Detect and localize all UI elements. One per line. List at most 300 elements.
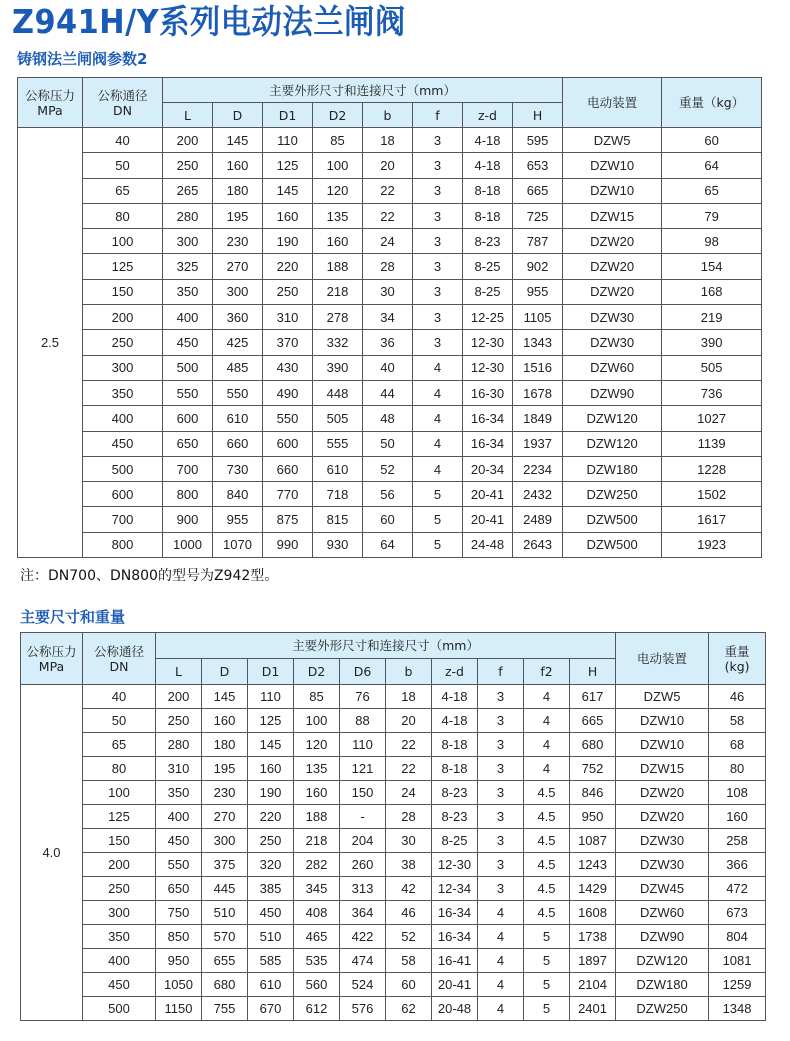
table-cell: 2432 bbox=[513, 482, 563, 507]
table-cell: 2489 bbox=[513, 507, 563, 532]
table-row bbox=[21, 853, 766, 877]
table-cell: 4.5 bbox=[524, 877, 570, 901]
table-cell: 278 bbox=[313, 305, 363, 330]
header-col-h: H bbox=[570, 659, 616, 685]
table-cell: DZW60 bbox=[563, 355, 662, 380]
table-cell: 8-25 bbox=[463, 254, 513, 279]
table-cell: 1150 bbox=[156, 997, 202, 1021]
header-dims: 主要外形尺寸和连接尺寸（mm） bbox=[156, 633, 616, 659]
table-cell: 366 bbox=[709, 853, 766, 877]
table-cell: 5 bbox=[413, 532, 463, 557]
table-cell: 18 bbox=[363, 128, 413, 153]
table-cell: 448 bbox=[313, 380, 363, 405]
table-cell: 60 bbox=[363, 507, 413, 532]
table-cell: 4-18 bbox=[463, 128, 513, 153]
table-cell: 2104 bbox=[570, 973, 616, 997]
header-col-d: D bbox=[213, 103, 263, 128]
table-cell: 8-23 bbox=[463, 229, 513, 254]
table-cell: 3 bbox=[478, 709, 524, 733]
table-cell: 1259 bbox=[709, 973, 766, 997]
table-cell: DZW30 bbox=[616, 853, 709, 877]
table-cell: 725 bbox=[513, 203, 563, 228]
header-col-f2: f2 bbox=[524, 659, 570, 685]
table-cell: 190 bbox=[263, 229, 313, 254]
table-cell: 900 bbox=[163, 507, 213, 532]
table-cell: 125 bbox=[263, 153, 313, 178]
table-row bbox=[18, 380, 762, 405]
table-cell: 3 bbox=[478, 805, 524, 829]
table-cell: DZW180 bbox=[563, 456, 662, 481]
table-cell: 56 bbox=[363, 482, 413, 507]
table-cell: 1937 bbox=[513, 431, 563, 456]
table-cell: 20-41 bbox=[463, 507, 513, 532]
table-cell: 230 bbox=[202, 781, 248, 805]
header-col-f: f bbox=[478, 659, 524, 685]
table-cell: 34 bbox=[363, 305, 413, 330]
table-cell: 955 bbox=[513, 279, 563, 304]
table-cell: 20 bbox=[386, 709, 432, 733]
table-cell: 40 bbox=[363, 355, 413, 380]
table-cell: 610 bbox=[213, 406, 263, 431]
table-cell: 204 bbox=[340, 829, 386, 853]
table-cell: 100 bbox=[83, 781, 156, 805]
table-cell: 3 bbox=[478, 733, 524, 757]
table-cell: 650 bbox=[163, 431, 213, 456]
header-col-d: D bbox=[202, 659, 248, 685]
table-cell: 40 bbox=[83, 128, 163, 153]
table-cell: 653 bbox=[513, 153, 563, 178]
table-cell: 282 bbox=[294, 853, 340, 877]
table-cell: 24-48 bbox=[463, 532, 513, 557]
table-cell: DZW20 bbox=[563, 279, 662, 304]
table-cell: 62 bbox=[386, 997, 432, 1021]
table-cell: 4.5 bbox=[524, 805, 570, 829]
table-cell: 80 bbox=[83, 203, 163, 228]
table-row bbox=[21, 925, 766, 949]
table-cell: 1608 bbox=[570, 901, 616, 925]
header-col-z-d: z-d bbox=[463, 103, 513, 128]
table-cell: 2401 bbox=[570, 997, 616, 1021]
table-row bbox=[18, 330, 762, 355]
table-cell: 585 bbox=[248, 949, 294, 973]
table-cell: 46 bbox=[709, 685, 766, 709]
table-cell: 370 bbox=[263, 330, 313, 355]
table-cell: 3 bbox=[413, 153, 463, 178]
table-cell: 200 bbox=[83, 853, 156, 877]
table-cell: 100 bbox=[294, 709, 340, 733]
table-cell: 430 bbox=[263, 355, 313, 380]
table-cell: 5 bbox=[524, 973, 570, 997]
table-cell: 465 bbox=[294, 925, 340, 949]
table-cell: 65 bbox=[83, 178, 163, 203]
table-cell: 680 bbox=[570, 733, 616, 757]
table-cell: 360 bbox=[213, 305, 263, 330]
table-row bbox=[18, 431, 762, 456]
table-cell: 44 bbox=[363, 380, 413, 405]
table-cell: 1081 bbox=[709, 949, 766, 973]
header-col-d2: D2 bbox=[313, 103, 363, 128]
table-cell: DZW120 bbox=[563, 406, 662, 431]
table-cell: 450 bbox=[156, 829, 202, 853]
table-cell: 1105 bbox=[513, 305, 563, 330]
table-cell: 280 bbox=[163, 203, 213, 228]
table-cell: 485 bbox=[213, 355, 263, 380]
table-cell: 20-41 bbox=[463, 482, 513, 507]
table-cell: 180 bbox=[202, 733, 248, 757]
table-cell: 815 bbox=[313, 507, 363, 532]
table-cell: 4 bbox=[413, 406, 463, 431]
table-cell: 3 bbox=[413, 254, 463, 279]
table-cell: 120 bbox=[294, 733, 340, 757]
table-cell: 846 bbox=[570, 781, 616, 805]
table-cell: 280 bbox=[156, 733, 202, 757]
table-cell: 1000 bbox=[163, 532, 213, 557]
table-cell: 425 bbox=[213, 330, 263, 355]
table-cell: 8-18 bbox=[432, 757, 478, 781]
header-actuator: 电动装置 bbox=[616, 633, 709, 685]
table-cell: 1087 bbox=[570, 829, 616, 853]
table-cell: 950 bbox=[570, 805, 616, 829]
table-cell: 250 bbox=[83, 330, 163, 355]
table-cell: 36 bbox=[363, 330, 413, 355]
table-cell: 408 bbox=[294, 901, 340, 925]
table-row bbox=[18, 203, 762, 228]
table-cell: 655 bbox=[202, 949, 248, 973]
table-cell: 121 bbox=[340, 757, 386, 781]
table-cell: 350 bbox=[83, 380, 163, 405]
table-cell: 3 bbox=[413, 178, 463, 203]
table-cell: 4.5 bbox=[524, 829, 570, 853]
table-cell: DZW20 bbox=[616, 781, 709, 805]
table-cell: 24 bbox=[363, 229, 413, 254]
table-cell: DZW20 bbox=[563, 229, 662, 254]
table-cell: 120 bbox=[313, 178, 363, 203]
table-cell: 85 bbox=[313, 128, 363, 153]
table-cell: 180 bbox=[213, 178, 263, 203]
table-cell: 673 bbox=[709, 901, 766, 925]
table-cell: 200 bbox=[156, 685, 202, 709]
table-cell: 555 bbox=[313, 431, 363, 456]
table-cell: 718 bbox=[313, 482, 363, 507]
table-cell: 8-23 bbox=[432, 781, 478, 805]
table-cell: 40 bbox=[83, 685, 156, 709]
table-row bbox=[18, 507, 762, 532]
table-cell: 300 bbox=[213, 279, 263, 304]
table-cell: 310 bbox=[156, 757, 202, 781]
table-cell: 332 bbox=[313, 330, 363, 355]
table-cell: 8-25 bbox=[463, 279, 513, 304]
table-cell: 145 bbox=[263, 178, 313, 203]
table-cell: 190 bbox=[248, 781, 294, 805]
table-cell: 400 bbox=[163, 305, 213, 330]
table-cell: 755 bbox=[202, 997, 248, 1021]
table-cell: 125 bbox=[248, 709, 294, 733]
table-cell: 4-18 bbox=[432, 709, 478, 733]
table-cell: 22 bbox=[386, 757, 432, 781]
table-row bbox=[18, 128, 762, 153]
table-cell: 219 bbox=[662, 305, 762, 330]
table-cell: 220 bbox=[263, 254, 313, 279]
table-cell: 265 bbox=[163, 178, 213, 203]
table-cell: 250 bbox=[163, 153, 213, 178]
table-cell: - bbox=[340, 805, 386, 829]
dimensions-weight-table bbox=[20, 632, 766, 1021]
table-cell: 445 bbox=[202, 877, 248, 901]
table-cell: 1678 bbox=[513, 380, 563, 405]
table-cell: 300 bbox=[202, 829, 248, 853]
table-cell: 3 bbox=[478, 829, 524, 853]
table-cell: 490 bbox=[263, 380, 313, 405]
table-cell: 52 bbox=[363, 456, 413, 481]
table-cell: 752 bbox=[570, 757, 616, 781]
table-cell: 22 bbox=[386, 733, 432, 757]
table-cell: 30 bbox=[363, 279, 413, 304]
table-cell: 524 bbox=[340, 973, 386, 997]
table-cell: 195 bbox=[202, 757, 248, 781]
header-col-l: L bbox=[163, 103, 213, 128]
table-row bbox=[21, 685, 766, 709]
table-cell: 250 bbox=[156, 709, 202, 733]
table-cell: 670 bbox=[248, 997, 294, 1021]
table-cell: 3 bbox=[413, 279, 463, 304]
table-cell: 250 bbox=[248, 829, 294, 853]
table-cell: 3 bbox=[478, 853, 524, 877]
table-cell: 50 bbox=[83, 709, 156, 733]
table-cell: 535 bbox=[294, 949, 340, 973]
table-cell: 902 bbox=[513, 254, 563, 279]
table-cell: 400 bbox=[83, 406, 163, 431]
header-col-d1: D1 bbox=[263, 103, 313, 128]
table-cell: 52 bbox=[386, 925, 432, 949]
table-cell: 145 bbox=[213, 128, 263, 153]
table-cell: 258 bbox=[709, 829, 766, 853]
table-cell: 154 bbox=[662, 254, 762, 279]
table-cell: 5 bbox=[524, 997, 570, 1021]
table-cell: 125 bbox=[83, 254, 163, 279]
table-cell: 98 bbox=[662, 229, 762, 254]
table-cell: DZW180 bbox=[616, 973, 709, 997]
table-row bbox=[18, 482, 762, 507]
table-cell: 345 bbox=[294, 877, 340, 901]
table-cell: 850 bbox=[156, 925, 202, 949]
table-cell: 200 bbox=[163, 128, 213, 153]
table-row bbox=[21, 781, 766, 805]
table-cell: 108 bbox=[709, 781, 766, 805]
table-cell: 4 bbox=[524, 757, 570, 781]
table-cell: 145 bbox=[248, 733, 294, 757]
table-cell: 612 bbox=[294, 997, 340, 1021]
table-cell: 4.5 bbox=[524, 901, 570, 925]
header-weight: 重量 (kg) bbox=[709, 633, 766, 685]
table-cell: DZW10 bbox=[563, 178, 662, 203]
table-cell: 3 bbox=[478, 781, 524, 805]
table-cell: 58 bbox=[386, 949, 432, 973]
table-cell: DZW20 bbox=[616, 805, 709, 829]
table-cell: 595 bbox=[513, 128, 563, 153]
table-cell: 100 bbox=[313, 153, 363, 178]
table-cell: 28 bbox=[386, 805, 432, 829]
table-cell: 500 bbox=[163, 355, 213, 380]
table-cell: 8-18 bbox=[432, 733, 478, 757]
table-cell: 160 bbox=[263, 203, 313, 228]
table-row bbox=[21, 901, 766, 925]
table-cell: 5 bbox=[413, 482, 463, 507]
cast-steel-params-table bbox=[17, 77, 762, 558]
table-cell: 787 bbox=[513, 229, 563, 254]
table-cell: 8-25 bbox=[432, 829, 478, 853]
table-cell: 3 bbox=[413, 128, 463, 153]
table-cell: 450 bbox=[83, 431, 163, 456]
table-cell: 20-41 bbox=[432, 973, 478, 997]
table-cell: 110 bbox=[340, 733, 386, 757]
table-row bbox=[18, 355, 762, 380]
table-cell: 950 bbox=[156, 949, 202, 973]
table-cell: 60 bbox=[386, 973, 432, 997]
table-cell: 4-18 bbox=[432, 685, 478, 709]
table-cell: 550 bbox=[213, 380, 263, 405]
table-cell: 1243 bbox=[570, 853, 616, 877]
table-cell: 1738 bbox=[570, 925, 616, 949]
table-cell: 300 bbox=[163, 229, 213, 254]
table-cell: 68 bbox=[709, 733, 766, 757]
table-cell: 1429 bbox=[570, 877, 616, 901]
table-cell: DZW20 bbox=[563, 254, 662, 279]
table-cell: 610 bbox=[313, 456, 363, 481]
table-cell: 300 bbox=[83, 355, 163, 380]
table-cell: 80 bbox=[709, 757, 766, 781]
table-cell: 660 bbox=[263, 456, 313, 481]
table-cell: 4.5 bbox=[524, 781, 570, 805]
table-cell: 20-48 bbox=[432, 997, 478, 1021]
table-cell: 875 bbox=[263, 507, 313, 532]
table-cell: 1050 bbox=[156, 973, 202, 997]
table-cell: 65 bbox=[662, 178, 762, 203]
table-cell: 125 bbox=[83, 805, 156, 829]
table-cell: DZW5 bbox=[616, 685, 709, 709]
table-cell: 250 bbox=[263, 279, 313, 304]
table-cell: 16-30 bbox=[463, 380, 513, 405]
table-cell: 135 bbox=[294, 757, 340, 781]
table-cell: DZW5 bbox=[563, 128, 662, 153]
table-cell: 160 bbox=[709, 805, 766, 829]
table-cell: 160 bbox=[248, 757, 294, 781]
table-cell: 79 bbox=[662, 203, 762, 228]
header-dn: 公称通径 DN bbox=[83, 78, 163, 128]
table-cell: 270 bbox=[202, 805, 248, 829]
table-cell: 5 bbox=[413, 507, 463, 532]
pressure-value: 4.0 bbox=[21, 685, 83, 1021]
table-row bbox=[18, 153, 762, 178]
table-cell: 1139 bbox=[662, 431, 762, 456]
table-row bbox=[21, 973, 766, 997]
table-cell: 350 bbox=[163, 279, 213, 304]
table-cell: DZW250 bbox=[616, 997, 709, 1021]
table-cell: 600 bbox=[263, 431, 313, 456]
table-cell: 955 bbox=[213, 507, 263, 532]
table-cell: 218 bbox=[294, 829, 340, 853]
table-cell: 472 bbox=[709, 877, 766, 901]
table-cell: 505 bbox=[662, 355, 762, 380]
table-cell: 570 bbox=[202, 925, 248, 949]
table-cell: 8-23 bbox=[432, 805, 478, 829]
table-cell: 660 bbox=[213, 431, 263, 456]
table-cell: 1516 bbox=[513, 355, 563, 380]
table-cell: 135 bbox=[313, 203, 363, 228]
header-pressure: 公称压力 MPa bbox=[18, 78, 83, 128]
table-row bbox=[18, 279, 762, 304]
table-cell: 1070 bbox=[213, 532, 263, 557]
table-cell: 350 bbox=[156, 781, 202, 805]
header-col-d1: D1 bbox=[248, 659, 294, 685]
table-cell: 260 bbox=[340, 853, 386, 877]
table-cell: 24 bbox=[386, 781, 432, 805]
table-cell: 1849 bbox=[513, 406, 563, 431]
table-cell: 218 bbox=[313, 279, 363, 304]
table-row bbox=[21, 757, 766, 781]
table-cell: 3 bbox=[478, 685, 524, 709]
header-weight: 重量（kg） bbox=[662, 78, 762, 128]
table-cell: 1897 bbox=[570, 949, 616, 973]
table-cell: DZW500 bbox=[563, 507, 662, 532]
table-cell: 12-30 bbox=[432, 853, 478, 877]
table-cell: 160 bbox=[213, 153, 263, 178]
table-cell: 8-18 bbox=[463, 203, 513, 228]
table-cell: DZW10 bbox=[563, 153, 662, 178]
table-row bbox=[18, 229, 762, 254]
table-cell: 610 bbox=[248, 973, 294, 997]
table-cell: 85 bbox=[294, 685, 340, 709]
table-cell: 60 bbox=[662, 128, 762, 153]
header-col-l: L bbox=[156, 659, 202, 685]
table-cell: 450 bbox=[248, 901, 294, 925]
table-note: 注：DN700、DN800的型号为Z942型。 bbox=[20, 568, 279, 584]
table-cell: DZW60 bbox=[616, 901, 709, 925]
table-cell: 600 bbox=[83, 482, 163, 507]
table-cell: 560 bbox=[294, 973, 340, 997]
table-cell: 230 bbox=[213, 229, 263, 254]
header-dn: 公称通径 DN bbox=[83, 633, 156, 685]
table-cell: 736 bbox=[662, 380, 762, 405]
table-cell: 38 bbox=[386, 853, 432, 877]
table-cell: 28 bbox=[363, 254, 413, 279]
table-cell: 4 bbox=[413, 355, 463, 380]
table-cell: 250 bbox=[83, 877, 156, 901]
table-cell: 4 bbox=[524, 709, 570, 733]
table-row bbox=[18, 178, 762, 203]
table-cell: 4 bbox=[413, 380, 463, 405]
table-cell: 64 bbox=[363, 532, 413, 557]
table-cell: 500 bbox=[83, 456, 163, 481]
table-cell: 770 bbox=[263, 482, 313, 507]
table-cell: 4 bbox=[478, 997, 524, 1021]
table-cell: 350 bbox=[83, 925, 156, 949]
table-cell: 313 bbox=[340, 877, 386, 901]
table-cell: 22 bbox=[363, 178, 413, 203]
table-cell: DZW30 bbox=[616, 829, 709, 853]
table-cell: DZW120 bbox=[563, 431, 662, 456]
table-cell: 110 bbox=[248, 685, 294, 709]
table-cell: DZW90 bbox=[616, 925, 709, 949]
table-cell: 665 bbox=[570, 709, 616, 733]
table-cell: 160 bbox=[202, 709, 248, 733]
header-actuator: 电动装置 bbox=[563, 78, 662, 128]
table-cell: DZW90 bbox=[563, 380, 662, 405]
table-row bbox=[21, 733, 766, 757]
table-cell: 1617 bbox=[662, 507, 762, 532]
table-cell: 30 bbox=[386, 829, 432, 853]
table-cell: 188 bbox=[313, 254, 363, 279]
table-cell: 364 bbox=[340, 901, 386, 925]
